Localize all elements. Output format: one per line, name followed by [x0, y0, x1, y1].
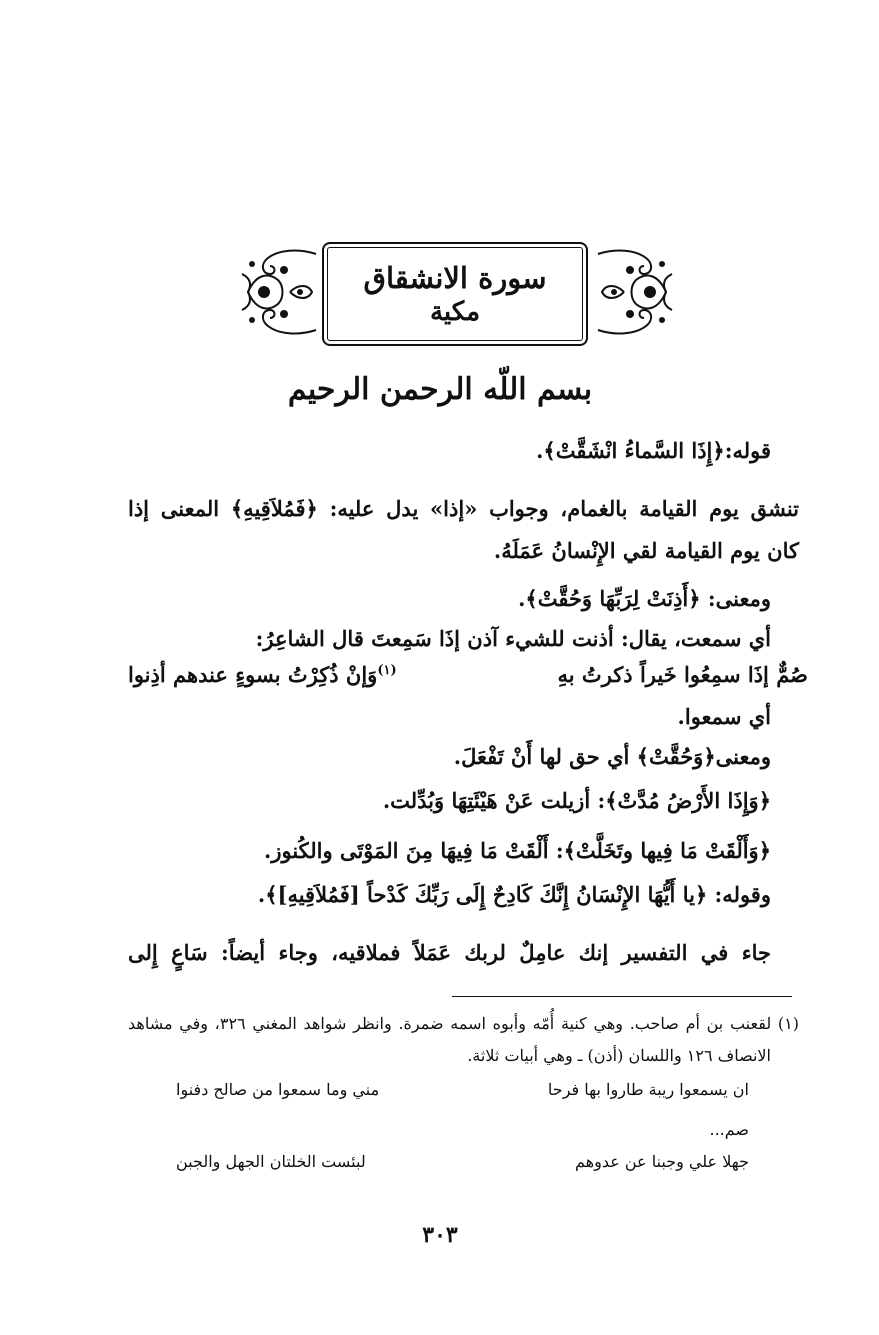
body-line: جاء في التفسير إنك عامِلٌ لربك عَمَلاً فملاقيه، وجاء أيضاً: سَاعٍ إِلى — [128, 940, 771, 965]
body-line: قوله:﴿إِذَا السَّماءُ انْشَقَّتْ﴾. — [536, 438, 771, 463]
surah-name: سورة الانشقاق — [363, 261, 547, 295]
surah-title-frame — [322, 242, 588, 346]
footnote-verse — [176, 1152, 749, 1176]
body-line: ومعنى: ﴿أَذِنَتْ لِرَبِّهَا وَحُقَّتْ﴾. — [518, 586, 771, 611]
floral-ornament-icon — [238, 244, 320, 340]
footnote-hemistich: لبئست الخلتان الجهل والجبن — [176, 1152, 366, 1171]
verse-hemistich — [128, 662, 397, 687]
poetry-verse — [128, 662, 808, 696]
body-line: ﴿وَأَلْقَتْ مَا فِيها وتَخَلَّتْ﴾: أَلْقَتْ مَا فِيهَا مِنَ المَوْتَى والكُنوز. — [264, 838, 771, 863]
floral-ornament-icon — [594, 244, 676, 340]
verse-hemistich: صُمٌّ إذَا سمِعُوا خَيراً ذكرتُ بهِ — [557, 662, 808, 687]
page-number: ٣٠٣ — [422, 1222, 458, 1248]
body-line: ومعنى﴿وَحُقَّتْ﴾ أي حق لها أَنْ تَفْعَلَ. — [453, 744, 771, 769]
body-line: أي سمعت، يقال: أذنت للشيء آذن إذَا سَمِعتَ قال الشاعِرُ: — [255, 626, 771, 651]
verse-hemistich-text: وَإنْ ذُكِرْتُ بسوءٍ عندهم أذِنوا — [128, 662, 378, 687]
surah-type: مكية — [429, 297, 481, 327]
footnote-hemistich: جهلا علي وجبنا عن عدوهم — [575, 1152, 749, 1171]
footnote-hemistich: ان يسمعوا ريبة طاروا بها فرحا — [547, 1080, 749, 1099]
footnote-verse — [176, 1080, 749, 1104]
footnote-hemistich: مني وما سمعوا من صالح دفنوا — [176, 1080, 380, 1099]
footnote-divider — [452, 996, 792, 997]
body-line: ﴿وَإِذَا الأَرْضُ مُدَّتْ﴾: أزيلت عَنْ هَيْئَتِهَا وَبُدِّلت. — [382, 788, 771, 813]
body-line: تنشق يوم القيامة بالغمام، وجواب «إذا» يدل عليه: ﴿فَمُلاَقِيهِ﴾ المعنى إذا — [128, 496, 799, 521]
footnote-line: الانصاف ١٢٦ واللسان (أذن) ـ وهي أبيات ثلاثة. — [467, 1046, 771, 1065]
body-line: وقوله: ﴿يا أَيُّهَا الإِنْسَانُ إِنَّكَ كَادِحٌ إِلَى رَبِّكَ كَدْحاً [فَمُلاَقِيهِ]﴾. — [257, 882, 771, 907]
body-line: كان يوم القيامة لقي الإِنْسانُ عَمَلَهُ. — [493, 538, 799, 563]
footnote-marker: (١) — [377, 663, 397, 678]
basmala: بسم اللّه الرحمن الرحيم — [287, 372, 593, 407]
footnote-line: صم... — [709, 1120, 749, 1139]
body-line: أي سمعوا. — [677, 704, 771, 729]
footnote-line: (١) لقعنب بن أم صاحب. وهي كنية أُمّه وأبوه اسمه ضمرة. وانظر شواهد المغني ٣٢٦، وفي مشاهد — [128, 1014, 799, 1033]
